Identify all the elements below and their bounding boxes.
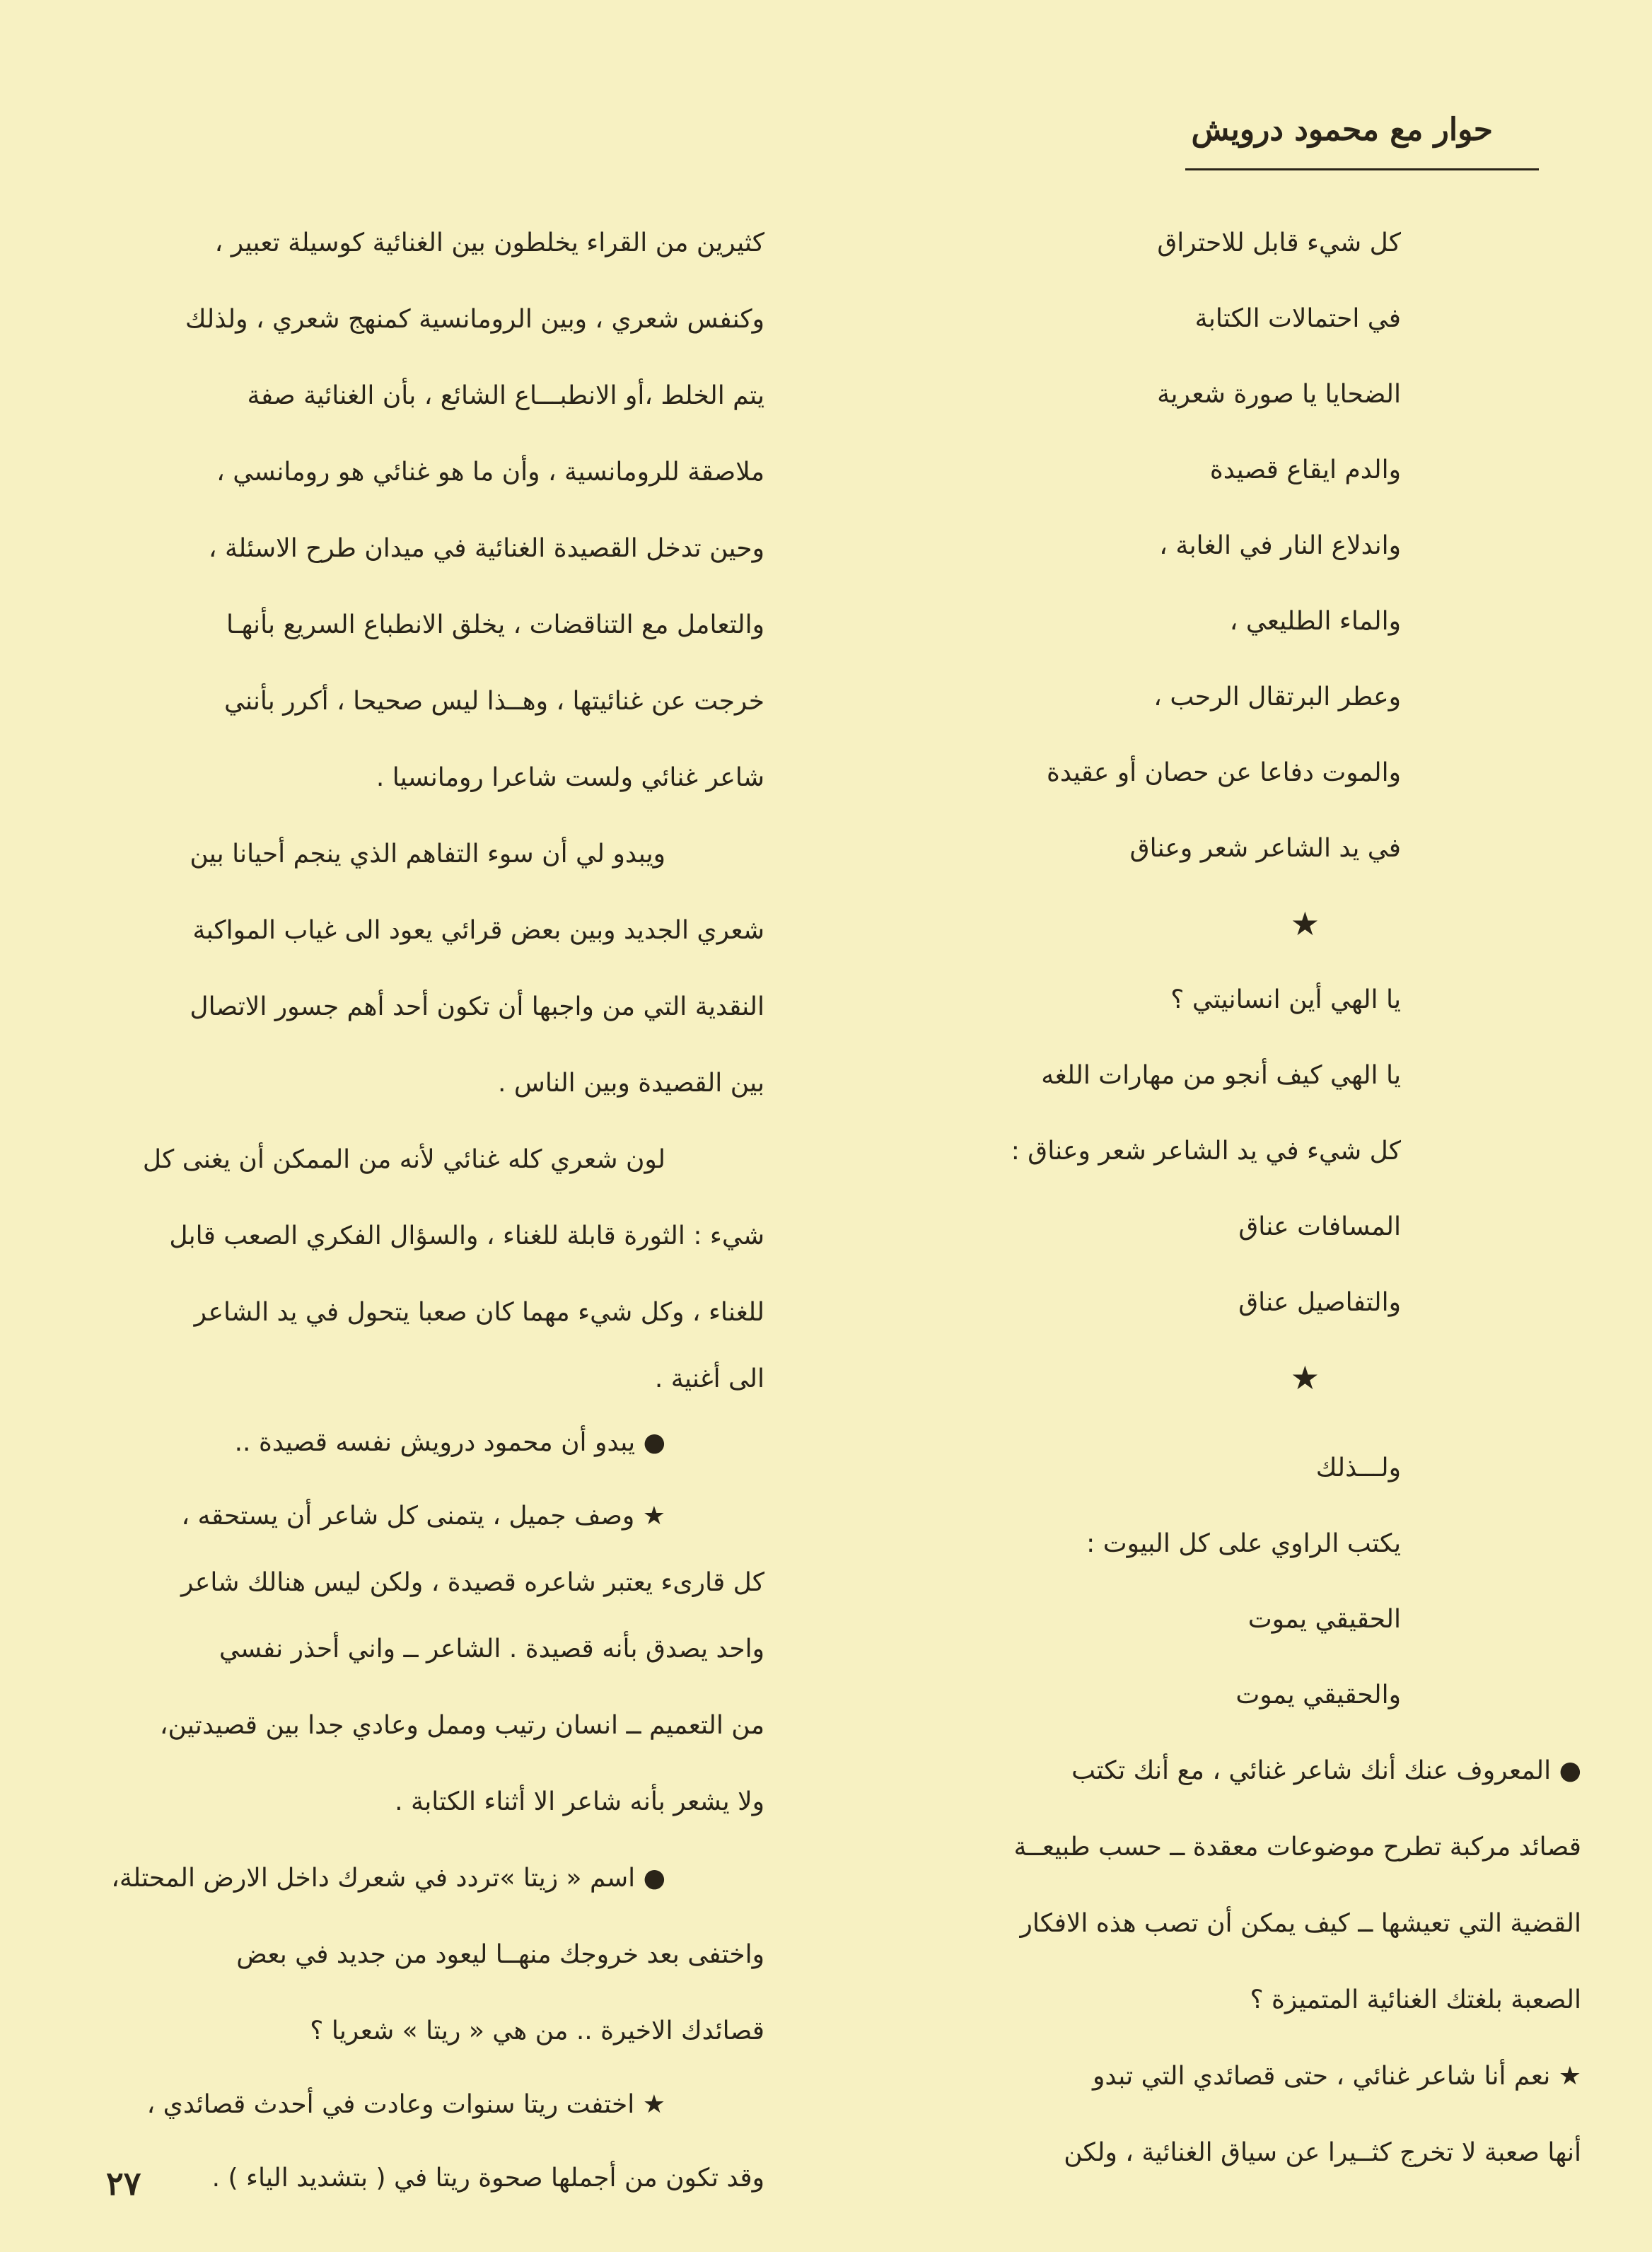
text-line: القضية التي تعيشها ــ كيف يمكن أن تصب هذه الافكار (1020, 1909, 1581, 1938)
text-line: وحين تدخل القصيدة الغنائية في ميدان طرح الاسئلة ، (208, 534, 764, 563)
paragraph-2 (57, 816, 764, 1122)
text-line: قصائد مركبة تطرح موضوعات معقدة ــ حسب طبيعــة (1013, 1833, 1581, 1862)
verse-block-3 (803, 1430, 1581, 1733)
interview-question (803, 1733, 1581, 2038)
verse-line: وعطر البرتقال الرحب ، (1153, 683, 1401, 712)
text-line: شعري الجديد وبين بعض قرائي يعود الى غياب المواكبة (192, 916, 764, 945)
text-line: ★ وصف جميل ، يتمنى كل شاعر أن يستحقه ، (181, 1502, 665, 1531)
text-line: وكنفس شعري ، وبين الرومانسية كمنهج شعري ، ولذلك (185, 305, 764, 334)
text-line: قصائدك الاخيرة .. من هي « ريتا » شعريا ؟ (310, 2016, 764, 2045)
text-line: للغناء ، وكل شيء مهما كان صعبا يتحول في يد الشاعر (194, 1298, 764, 1327)
star-separator-icon: ★ (1290, 1359, 1320, 1397)
verse-line: كل شيء قابل للاحتراق (1157, 228, 1401, 257)
text-line: بين القصيدة وبين الناس . (498, 1069, 764, 1098)
verse-line: يكتب الراوي على كل البيوت : (1086, 1529, 1401, 1558)
verse-line: الحقيقي يموت (1247, 1605, 1401, 1634)
page-title: حوار مع محمود درويش (1191, 112, 1493, 148)
verse-line: والماء الطليعي ، (1229, 607, 1401, 636)
text-line: شاعر غنائي ولست شاعرا رومانسيا . (376, 763, 764, 792)
verse-line: يا الهي كيف أنجو من مهارات اللغه (1041, 1061, 1401, 1090)
left-column (57, 205, 764, 2217)
verse-line: في احتمالات الكتابة (1194, 304, 1401, 333)
text-line: من التعميم ــ انسان رتيب وممل وعادي جدا بين قصيدتين، (159, 1711, 764, 1740)
verse-line: كل شيء في يد الشاعر شعر وعناق : (1011, 1137, 1401, 1166)
verse-line: واندلاع النار في الغابة ، (1159, 531, 1401, 560)
text-line: ملاصقة للرومانسية ، وأن ما هو غنائي هو رومانسي ، (216, 458, 764, 487)
paragraph-1 (57, 205, 764, 816)
interview-answer (57, 1478, 764, 1840)
text-line: والتعامل مع التناقضات ، يخلق الانطباع السريع بأنهـا (226, 610, 764, 639)
verse-line: ولـــذلك (1315, 1453, 1401, 1482)
text-line: لون شعري كله غنائي لأنه من الممكن أن يغنى كل (142, 1145, 665, 1174)
text-line: كثيرين من القراء يخلطون بين الغنائية كوسيلة تعبير ، (214, 228, 764, 257)
verse-line: والدم ايقاع قصيدة (1209, 455, 1401, 484)
paragraph-3 (57, 1122, 764, 1408)
text-line: ● اسم « زيتا »تردد في شعرك داخل الارض المحتلة، (111, 1864, 665, 1893)
text-line: يتم الخلط ،أو الانطبـــاع الشائع ، بأن الغنائية صفة (247, 381, 764, 410)
text-line: واحد يصدق بأنه قصيدة . الشاعر ــ واني أحذر نفسي (219, 1635, 764, 1664)
text-line: شيء : الثورة قابلة للغناء ، والسؤال الفكري الصعب قابل (169, 1221, 764, 1250)
verse-line: يا الهي أين انسانيتي ؟ (1170, 985, 1401, 1014)
text-line: الصعبة بلغتك الغنائية المتميزة ؟ (1250, 1985, 1581, 2014)
verse-line: الضحايا يا صورة شعرية (1157, 380, 1401, 409)
text-line: ★ نعم أنا شاعر غنائي ، حتى قصائدي التي تبدو (1093, 2062, 1581, 2091)
text-line: خرجت عن غنائيتها ، وهــذا ليس صحيحا ، أكرر بأنني (223, 687, 764, 716)
text-line: واختفى بعد خروجك منهــا ليعود من جديد في بعض (236, 1940, 764, 1969)
verse-line: والتفاصيل عناق (1238, 1288, 1401, 1317)
star-separator-icon: ★ (1290, 905, 1320, 943)
page-header (75, 106, 1595, 177)
interview-question: ● يبدو أن محمود درويش نفسه قصيدة .. (234, 1428, 665, 1457)
text-line: ★ اختفت ريتا سنوات وعادت في أحدث قصائدي ، (146, 2090, 665, 2119)
text-line: وقد تكون من أجملها صحوة ريتا في ( بتشديد الياء ) . (211, 2164, 764, 2193)
interview-answer (57, 2070, 764, 2217)
text-line: الى أغنية . (654, 1364, 764, 1393)
verse-line: والحقيقي يموت (1235, 1681, 1401, 1710)
verse-line: في يد الشاعر شعر وعناق (1129, 834, 1401, 863)
text-line: ويبدو لي أن سوء التفاهم الذي ينجم أحيانا بين (190, 840, 665, 869)
verse-block-2 (803, 962, 1581, 1340)
verse-block-1 (803, 205, 1581, 886)
right-column (803, 205, 1581, 2191)
interview-answer (803, 2038, 1581, 2191)
text-line: ● المعروف عنك أنك شاعر غنائي ، مع أنك تكتب (1071, 1756, 1581, 1785)
interview-question (57, 1840, 764, 2070)
verse-line: المسافات عناق (1238, 1212, 1401, 1241)
text-line: النقدية التي من واجبها أن تكون أحد أهم جسور الاتصال (190, 992, 764, 1021)
page-number: ٢٧ (106, 2164, 141, 2202)
header-rule (1185, 168, 1539, 170)
text-line: أنها صعبة لا تخرج كثــيرا عن سياق الغنائية ، ولكن (1064, 2138, 1581, 2167)
text-line: كل قارىء يعتبر شاعره قصيدة ، ولكن ليس هنالك شاعر (180, 1568, 764, 1597)
verse-line: والموت دفاعا عن حصان أو عقيدة (1047, 758, 1401, 787)
text-line: ولا يشعر بأنه شاعر الا أثناء الكتابة . (395, 1787, 764, 1816)
